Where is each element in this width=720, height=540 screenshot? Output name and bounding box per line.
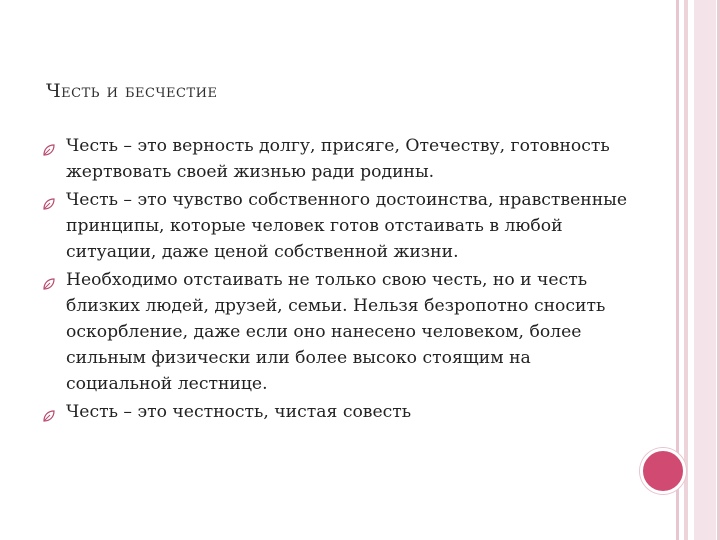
slide-title-text: Честь и бесчестие bbox=[46, 80, 218, 102]
bullet-text: Честь – это чувство собственного достоинства, нравственные принципы, которые человек готов отстаивать в любой ситуации, даже ценой собственной жизни. bbox=[66, 190, 628, 262]
decorative-stripe bbox=[684, 0, 688, 540]
petal-bullet-icon bbox=[42, 273, 56, 287]
slide-title bbox=[46, 80, 646, 102]
petal-bullet-icon bbox=[42, 139, 56, 153]
decorative-stripe bbox=[694, 0, 716, 540]
bullet-item bbox=[42, 399, 642, 425]
bullet-item bbox=[42, 267, 642, 397]
bullet-list bbox=[42, 133, 642, 427]
petal-bullet-icon bbox=[42, 193, 56, 207]
bullet-text: Честь – это верность долгу, присяге, Отечеству, готовность жертвовать своей жизнью ради родины. bbox=[66, 136, 610, 182]
bullet-item bbox=[42, 187, 642, 265]
bullet-text: Необходимо отстаивать не только свою честь, но и честь близких людей, друзей, семьи. Нельзя безропотно сносить оскорбление, даже если оно нанесено человеком, более сильным физически или более высоко стоящим на социальной лестнице. bbox=[66, 270, 606, 394]
decorative-circle bbox=[640, 448, 686, 494]
bullet-item bbox=[42, 133, 642, 185]
bullet-text: Честь – это честность, чистая совесть bbox=[66, 402, 412, 422]
petal-bullet-icon bbox=[42, 405, 56, 419]
